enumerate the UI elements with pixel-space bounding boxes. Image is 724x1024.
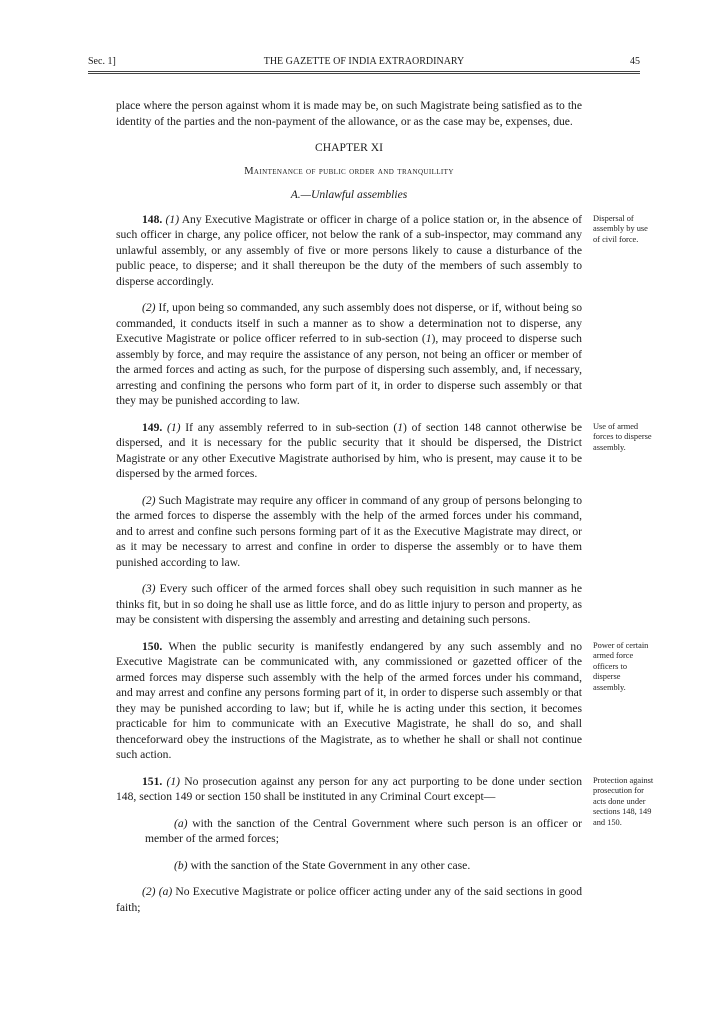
subsection-label: (2) xyxy=(142,493,156,507)
chapter-number: CHAPTER XI xyxy=(315,141,383,154)
marginal-note-149: Use of armed forces to disperse assembly. xyxy=(593,421,652,452)
chapter-title: Maintenance of public order and tranquillity xyxy=(244,165,454,177)
page-number: 45 xyxy=(630,56,640,67)
section-148-subsection-2: (2) If, upon being so commanded, any such assembly does not disperse, or if, without being so commanded, it conducts itself in such a manner as to show a determination not to disperse, any Executive Magistrate or police officer referred to in sub-section (1), may proceed to disperse such assembly by force, and may require the assistance of any person, not being an officer or member of the armed forces and acting as such, for the purpose of dispersing such assembly, and, if necessary, arresting and confining the persons who form part of it, in order to disperse such assembly or that they may be punished according to law. xyxy=(116,301,583,407)
section-148-text-1: Any Executive Magistrate or officer in charge of a police station or, in the absence of such officer in charge, any police officer, not below the rank of a sub-inspector, may command any unlawful assembly, or any assembly of five or more persons likely to cause a disturbance of the public peace, to disperse; and it shall thereupon be the duty of the members of such assembly to disperse accordingly. xyxy=(116,212,582,288)
section-number-149: 149. xyxy=(142,420,163,434)
section-151 xyxy=(116,774,654,916)
section-151-clause-a: (a) with the sanction of the Central Government where such person is an officer or member of the armed forces; xyxy=(145,816,582,845)
section-149-subsection-1: 149. (1) If any assembly referred to in sub-section (1) of section 148 cannot otherwise be dispersed, and it is necessary for the public security that it should be dispersed, the District Magistrate or any other Executive Magistrate authorised by him, who is present, may cause it to be dispersed by the armed forces. xyxy=(116,420,582,480)
section-149-subsection-3: (3) Every such officer of the armed forces shall obey such requisition in such manner as he thinks fit, but in so doing he shall use as little force, and do as little injury to person and property, as may be consistent with dispersing the assembly and arresting and detaining such persons. xyxy=(116,582,582,626)
clause-label: (a) xyxy=(158,885,173,898)
subsection-ref: 1 xyxy=(397,420,404,434)
subsection-label: (1) xyxy=(165,212,180,226)
section-150-text: 150. When the public security is manifestly endangered by any such assembly and no Executive Magistrate can be communicated with, any commissioned or gazetted officer of the armed forces may disperse such assembly with the help of the armed forces under his command, and may arrest and confine any persons forming part of it, in order to disperse such assembly or that they may be punished according to law; but if, while he is acting under this section, it becomes practicable for him to communicate with an Executive Magistrate, he shall do so, and shall thenceforward obey the instructions of the Magistrate, as to whether he shall or shall not continue such action. xyxy=(116,639,582,761)
header-title: THE GAZETTE OF INDIA EXTRAORDINARY xyxy=(263,56,465,67)
section-number-151: 151. xyxy=(142,774,163,788)
subsection-ref: 1 xyxy=(425,332,432,345)
section-151-subsection-1: 151. (1) No prosecution against any person for any act purporting to be done under section 148, section 149 or section 150 shall be instituted in any Criminal Court except— xyxy=(116,774,582,803)
header-rule xyxy=(88,71,640,74)
subsection-label: (3) xyxy=(142,582,156,595)
section-148-subsection-1 xyxy=(116,212,582,290)
section-149 xyxy=(116,420,652,628)
subsection-label: (2) xyxy=(142,885,156,898)
clause-label: (b) xyxy=(174,858,188,872)
header-section-label: Sec. 1] xyxy=(88,56,116,67)
marginal-note-148: Dispersal of assembly by use of civil force. xyxy=(593,213,648,244)
section-151-clause-b: (b) with the sanction of the State Government in any other case. xyxy=(174,858,471,872)
document-body xyxy=(116,98,654,915)
section-151-subsection-2: (2) (a) No Executive Magistrate or police officer acting under any of the said sections in good faith; xyxy=(116,885,582,914)
section-number-150: 150. xyxy=(142,639,163,653)
section-148 xyxy=(116,212,648,409)
marginal-note-150: Power of certain armed force officers to disperse assembly. xyxy=(593,640,649,692)
section-149-subsection-2: (2) Such Magistrate may require any officer in command of any group of persons belonging to the armed forces to disperse the assembly with the help of the armed forces under his command, and to arrest and confine such persons forming part of it as the Executive Magistrate may direct, or as it may be necessary to arrest and confine in order to disperse the assembly or to have them punished according to law. xyxy=(116,493,582,569)
subsection-label: (1) xyxy=(166,774,181,788)
intro-paragraph: place where the person against whom it is made may be, on such Magistrate being satisfied as to the identity of the parties and the non-payment of the allowance, or as the case may be, expenses, due. xyxy=(116,99,582,128)
page-header xyxy=(88,56,640,70)
section-number-148: 148. xyxy=(142,212,163,226)
clause-label: (a) xyxy=(174,816,188,830)
subsection-label: (1) xyxy=(167,420,181,434)
section-150 xyxy=(116,639,649,763)
chapter-subtitle: A.—Unlawful assemblies xyxy=(290,188,408,201)
marginal-note-151: Protection against prosecution for acts done under sections 148, 149 and 150. xyxy=(593,775,654,827)
subsection-label: (2) xyxy=(142,301,156,314)
